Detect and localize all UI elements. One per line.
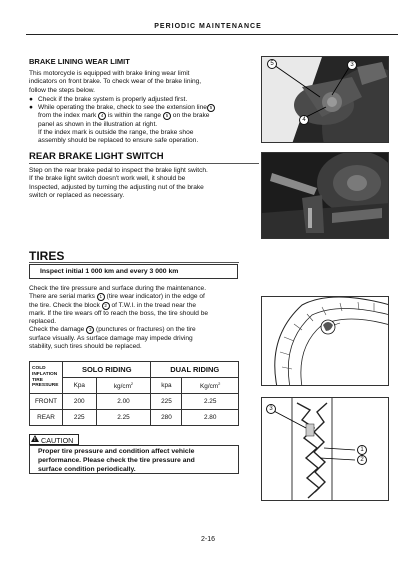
tread-indicator-illustration bbox=[262, 398, 389, 501]
table-cell: 2.00 bbox=[96, 394, 151, 410]
unit-header: $Kg/cm^2$ bbox=[182, 378, 239, 394]
intro-line: indicators on front brake. To check wear of the brake lining, bbox=[29, 78, 202, 86]
dual-riding-header: DUAL RIDING bbox=[151, 362, 239, 378]
text-span: of T.W.I. in the tread near the bbox=[111, 301, 196, 309]
intro-line: follow the steps below. bbox=[29, 86, 95, 94]
table-cell: 200 bbox=[63, 394, 97, 410]
callout-2: 2 bbox=[357, 455, 367, 465]
table-cell: 2.25 bbox=[96, 410, 151, 426]
caution-line: Proper tire pressure and condition affect vehicle bbox=[38, 448, 195, 455]
tires-text bbox=[29, 285, 259, 351]
text-line: stability, such tires should be replaced. bbox=[29, 343, 142, 351]
callout-1: 1 bbox=[357, 445, 367, 455]
text-span: (tire wear indicator) in the edge of bbox=[106, 293, 205, 301]
circled-number: 5 bbox=[207, 104, 215, 112]
section-divider bbox=[29, 262, 239, 263]
brake-panel-photo bbox=[261, 56, 389, 143]
tire-damage-illustration bbox=[262, 297, 389, 386]
row-label: FRONT bbox=[30, 394, 63, 410]
callout-4: 4 bbox=[299, 115, 309, 125]
table-cell: 280 bbox=[151, 410, 182, 426]
tire-damage-photo bbox=[261, 296, 389, 386]
row-label: REAR bbox=[30, 410, 63, 426]
text-line: Inspected, adjusted by turning the adjusting nut of the brake bbox=[29, 183, 204, 191]
circled-number: 5 bbox=[163, 112, 171, 120]
table-cell: 225 bbox=[63, 410, 97, 426]
text-span: the tire. Check the block bbox=[29, 301, 100, 309]
bullet-continuation: panel as shown in the illustration at right. bbox=[38, 120, 158, 128]
bullet-text: While operating the brake, check to see the extension line bbox=[38, 104, 207, 112]
unit-header: kpa bbox=[151, 378, 182, 394]
exclamation-icon: ! bbox=[34, 437, 36, 443]
text-line: replaced. bbox=[29, 318, 57, 326]
solo-riding-header: SOLO RIDING bbox=[63, 362, 151, 378]
intro-line: This motorcycle is equipped with brake lining wear limit bbox=[29, 70, 190, 77]
caution-line: surface condition periodically. bbox=[38, 466, 136, 473]
text-span: There are serial marks bbox=[29, 293, 95, 301]
caution-label: CAUTION bbox=[29, 434, 79, 445]
text-line: Check the tire pressure and surface during the maintenance. bbox=[29, 285, 207, 292]
bullet-item bbox=[29, 96, 259, 104]
table-row bbox=[30, 410, 239, 426]
text-line: Step on the rear brake pedal to inspect the brake light switch. bbox=[29, 167, 208, 174]
circled-number: 1 bbox=[97, 293, 105, 301]
table-cell: 2.80 bbox=[182, 410, 239, 426]
bullet-item bbox=[29, 104, 259, 112]
text-line: mark. If the tire wears off to reach the boss, the tire should be bbox=[29, 309, 209, 317]
text-line bbox=[29, 326, 259, 334]
caution-message bbox=[29, 445, 239, 474]
table-row bbox=[30, 394, 239, 410]
corner-line: COLD bbox=[32, 366, 46, 372]
rear-switch-illustration bbox=[262, 153, 389, 239]
text-span: is within the range bbox=[107, 112, 162, 120]
bullet-continuation: assembly should be replaced to ensure safe operation. bbox=[38, 137, 199, 145]
brake-lining-intro bbox=[29, 70, 259, 146]
text-line: surface visually. As surface damage may impede driving bbox=[29, 334, 193, 342]
callout-5: 5 bbox=[267, 59, 277, 69]
table-corner-label bbox=[30, 362, 63, 394]
page-header-title: PERIODIC MAINTENANCE bbox=[154, 23, 262, 30]
brake-panel-illustration bbox=[262, 57, 389, 143]
text-span: from the index mark bbox=[38, 112, 97, 120]
text-span: (punctures or fractures) on the tire bbox=[96, 326, 196, 334]
tire-pressure-table bbox=[29, 361, 239, 426]
text-line bbox=[29, 293, 259, 301]
bullet-continuation: If the index mark is outside the range, the brake shoe bbox=[38, 129, 194, 137]
corner-line: INFLATION bbox=[32, 371, 58, 377]
circled-number: 4 bbox=[98, 112, 106, 120]
circled-number: 3 bbox=[86, 326, 94, 334]
page-number: 2-16 bbox=[200, 536, 215, 543]
table-cell: 225 bbox=[151, 394, 182, 410]
text-span: on the brake bbox=[172, 112, 210, 120]
circled-number: 2 bbox=[102, 302, 110, 310]
bullet-icon: ● bbox=[29, 104, 33, 112]
tires-heading: TIRES bbox=[29, 249, 65, 263]
rear-switch-heading: REAR BRAKE LIGHT SWITCH bbox=[29, 151, 164, 162]
bullet-icon: ● bbox=[29, 95, 33, 103]
callout-3: 3 bbox=[347, 60, 357, 70]
bullet-continuation bbox=[29, 112, 259, 120]
unit-header: $kg/cm^2$ bbox=[96, 378, 151, 394]
brake-lining-heading: BRAKE LINING WEAR LIMIT bbox=[29, 57, 130, 66]
rear-switch-photo bbox=[261, 152, 389, 239]
text-line bbox=[29, 302, 259, 310]
corner-line: TIRE bbox=[32, 377, 43, 383]
section-divider bbox=[29, 163, 259, 164]
inspection-interval-box: Inspect initial 1 000 km and every 3 000 km bbox=[29, 264, 238, 279]
corner-line: PRESSURE bbox=[32, 383, 59, 389]
table-cell: 2.25 bbox=[182, 394, 239, 410]
caution-line: performance. Please check the tire pressure and bbox=[38, 457, 195, 464]
text-line: If the brake light switch doesn't work well, it should be bbox=[29, 175, 186, 183]
text-span: Check the damage bbox=[29, 326, 85, 334]
rear-switch-text bbox=[29, 167, 261, 200]
text-line: switch or replaced as necessary. bbox=[29, 191, 125, 199]
tread-indicator-photo bbox=[261, 397, 389, 501]
unit-header: Kpa bbox=[63, 378, 97, 394]
callout-3: 3 bbox=[266, 404, 276, 414]
bullet-text: Check if the brake system is properly adjusted first. bbox=[38, 95, 188, 103]
